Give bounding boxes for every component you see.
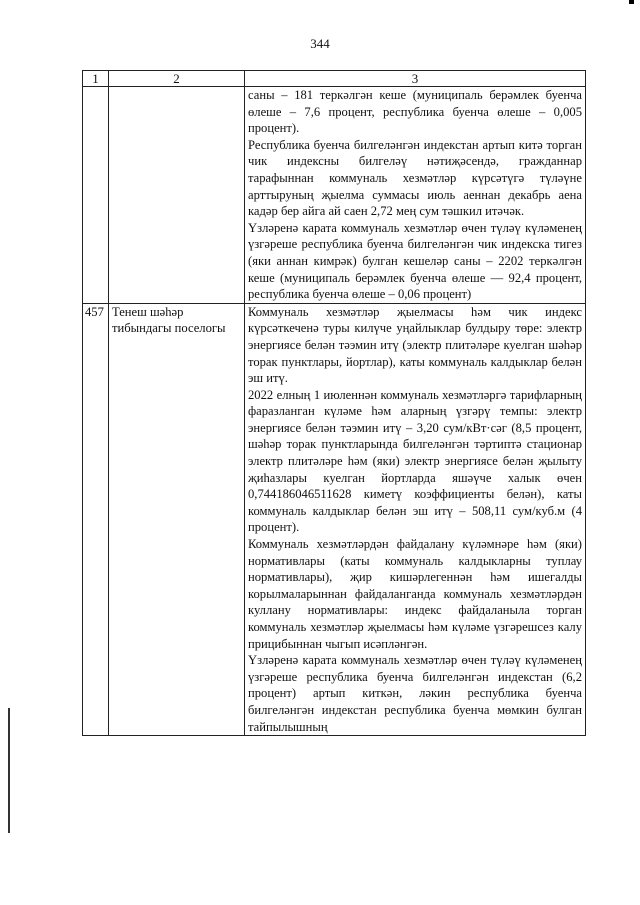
page-number: 344	[310, 36, 330, 51]
row-number-cell: 457	[83, 303, 109, 735]
row-paragraph: Коммуналь хезмәтләрдән файдалану күләмнәре һәм (яки) нормативлары (каты коммуналь калдыкларны туплау нормативлары), җир кишәрлегеннән һәм ишегалды корылмаларыннан файдаланганда коммуналь хезмәтләрдән куллану нормативлары: индекс файдаланыла торган коммуналь хезмәтләр җыелмасы һәм күләме үзгәрешсез калу прицибыннан чыгып исәпләнгән.	[248, 537, 582, 651]
table-header-row	[83, 71, 586, 87]
document-table	[82, 70, 586, 736]
continuation-text-cell	[245, 87, 586, 304]
row-paragraph: Коммуналь хезмәтләр җыелмасы һәм чик индекс күрсәткеченә туры килүче уңайлыклар булдыру төре: электр энергиясе белән тәэмин итү (электр плитәләре куелган шәһәр торак пунктлары, йортлар), каты коммуналь калдыклар белән эш итү.	[248, 304, 582, 386]
continuation-number-cell	[83, 87, 109, 304]
continuation-paragraph: Үзләренә карата коммуналь хезмәтләр өчен түләү күләменең үзгәреше республика буенча билгеләнгән чик индекска тигез (яки аннан кимрәк) булган кешеләр саны – 2202 теркәлгән кеше (муниципаль берәмлек буенча өлеше — 92,4 процент, республика буенча өлеше – 0,06 процент)	[248, 220, 582, 302]
header-cell-1: 1	[83, 71, 109, 87]
row-paragraph: 2022 елның 1 июленнән коммуналь хезмәтләргә тарифларның фаразланган күләме һәм аларның үзгәрү темпы: электр энергиясе белән тәэмин итү – 3,20 сум/кВт·сәг (8,5 процент, шәһәр торак пунктларында билгеләнгән тәртиптә стационар электр плитәләре һәм (яки) электр энергиясе белән җылыту җиһазлары куелган йортларда яшәүче халык өчен 0,744186046511628 киметү коэффициенты белән), каты коммуналь калдыклар белән эш итү – 508,11 сум/куб.м (4 процент).	[248, 387, 582, 535]
scan-corner-mark	[629, 0, 634, 4]
document-table-container	[82, 70, 585, 736]
header-cell-3: 3	[245, 71, 586, 87]
continuation-name-cell	[109, 87, 245, 304]
settlement-name-cell: Тенеш шәһәр тибындагы поселогы	[109, 303, 245, 735]
continuation-paragraph: саны – 181 теркәлгән кеше (муниципаль берәмлек буенча өлеше – 7,6 процент, республика буенча өлеше – 0,005 процент).	[248, 88, 582, 136]
continuation-paragraph: Республика буенча билгеләнгән индекстан артып китә торган чик индексны билгеләү нәтиҗәсендә, гражданнар тарафыннан коммуналь хезмәтләр күрсәтүгә түләүне арттыруның җыелма суммасы июль аеннан декабрь аена кадәр бер айга ай саен 2,72 мең сум тәшкил итәчәк.	[248, 137, 582, 219]
header-cell-2: 2	[109, 71, 245, 87]
settlement-text-cell	[245, 303, 586, 735]
scan-edge-line	[8, 708, 10, 833]
table-row-457	[83, 303, 586, 735]
table-row-continuation	[83, 87, 586, 304]
row-paragraph: Үзләренә карата коммуналь хезмәтләр өчен түләү күләменең үзгәреше республика буенча билгеләнгән индекстан (6,2 процент) артып киткән, ләкин республика буенча билгеләнгән индекстан республика буенча мөмкин булган тайпылышның	[248, 653, 582, 734]
